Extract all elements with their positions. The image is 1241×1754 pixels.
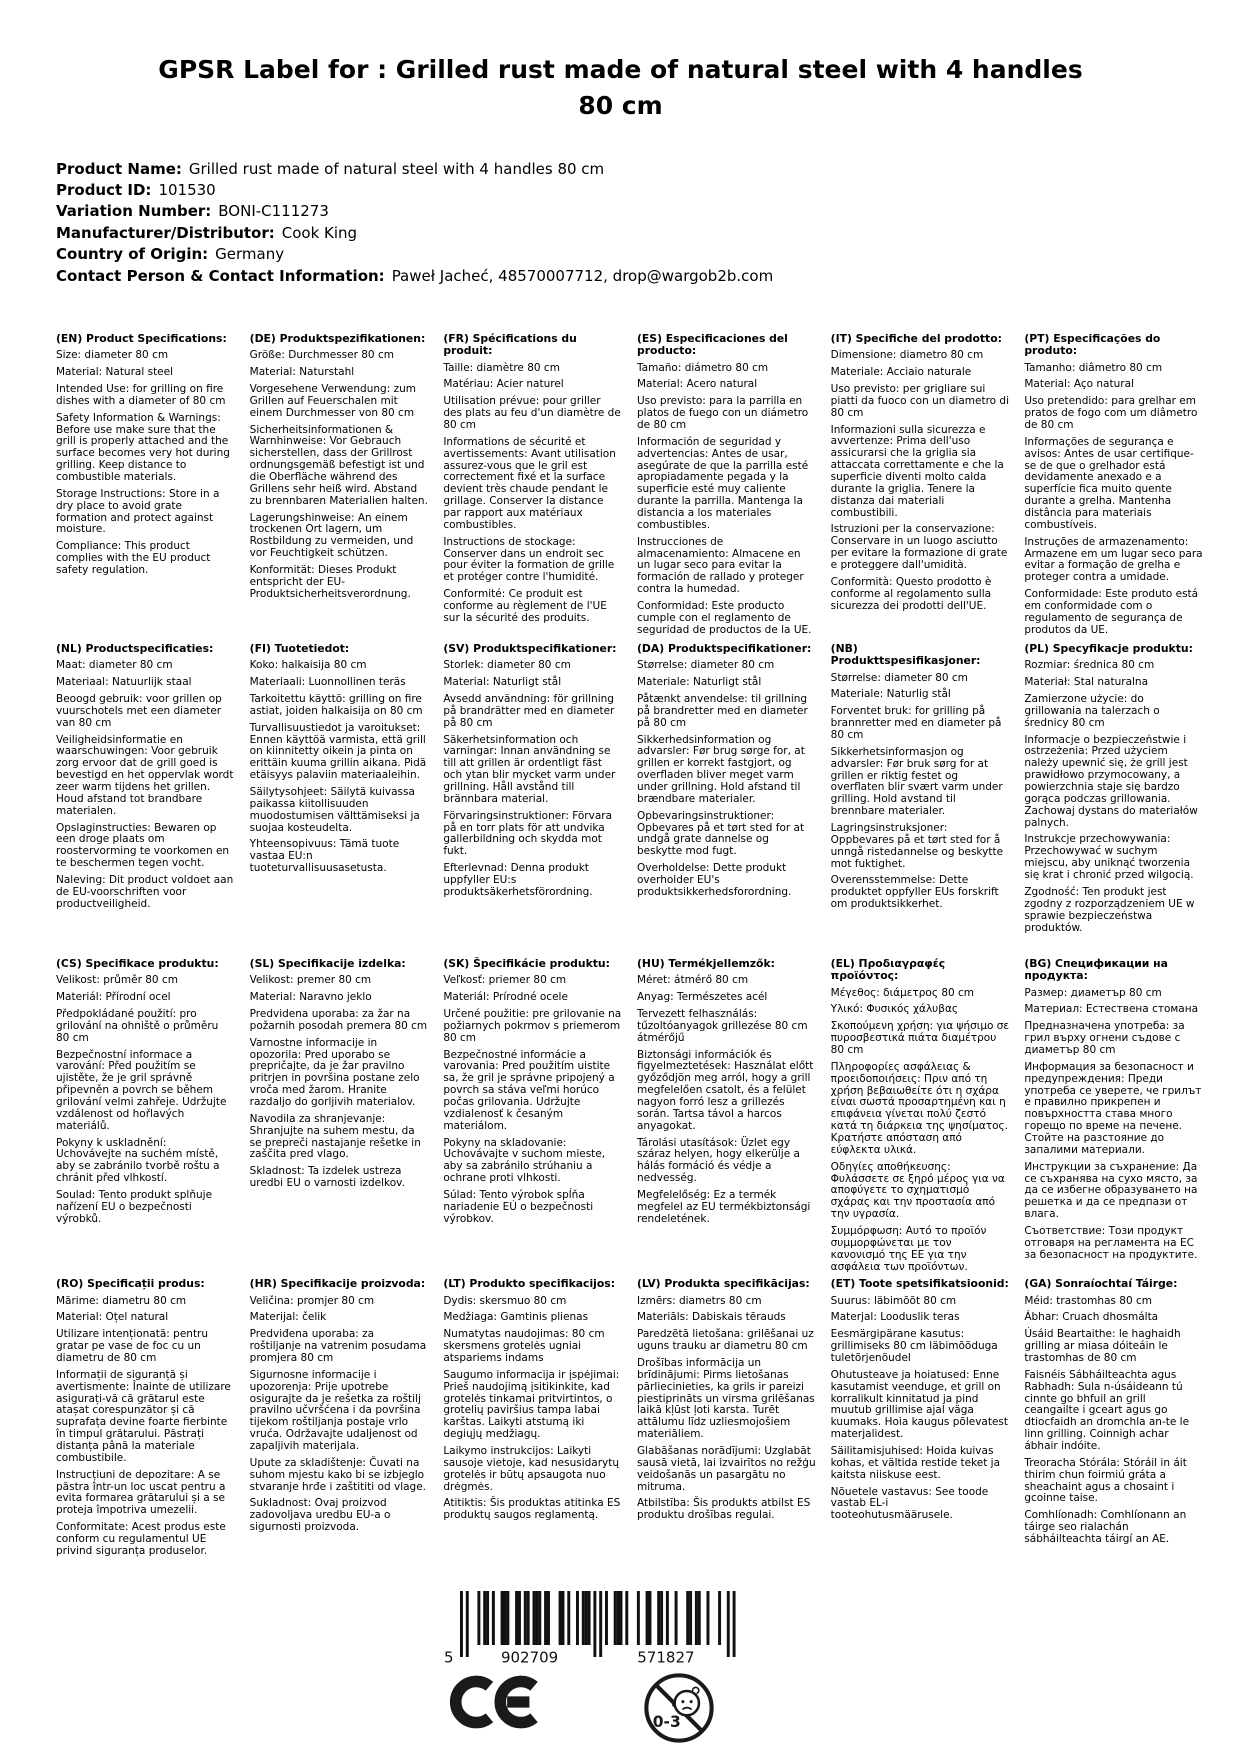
spec-heading: (GA) Sonraíochtaí Táirge: [1024,1277,1178,1291]
spec-heading: (ET) Toote spetsifikatsioonid: [830,1277,1009,1291]
spec-paragraph: Σκοπούμενη χρήση: για ψήσιμο σε πυροσβεστικά πιάτα διαμέτρου 80 cm [830,1020,1010,1056]
spec-paragraph: Saugumo informacija ir įspėjimai: Prieš naudojimą įsitikinkite, kad grotelės tinkamai pritvirtintos, o grotelių paviršius tampa labai karštas. Laikyti atstumą iki degiųjų medžiagų. [443,1368,620,1441]
spec-paragraph: Sikkerhedsinformation og advarsler: Før brug sørge for, at grillen er korrekt fastgjort, og overfladen bliver meget varm under grillning. Hold afstand til brændbare materialer. [637,733,805,805]
spec-paragraph: Laikymo instrukcijos: Laikyti sausoje vietoje, kad nesusidarytų grotelės ir būtų apsaugota nuo drėgmės. [443,1445,620,1493]
spec-paragraph: Faisnéis Sábháilteachta agus Rabhadh: Sula n-úsáideann tú cinnte go bhfuil an grill ceangailte i gceart agus go dtiocfaidh an dromchla an-te le linn grilling. Coinnigh achar ábhair indóite. [1024,1368,1190,1453]
spec-paragraph: Velikost: premer 80 cm [249,974,372,987]
spec-heading: (LT) Produkto specifikacijos: [443,1277,616,1291]
spec-cell-en [56,333,235,582]
spec-paragraph: Avsedd användning: för grillning på brandrätter med en diameter på 80 cm [443,693,615,729]
spec-heading: (HR) Specifikacije proizvoda: [249,1277,426,1291]
spec-paragraph: Μέγεθος: διάμετρος 80 cm [830,986,975,999]
compliance-marks [442,1665,742,1745]
spec-paragraph: Инструкции за съхранение: Да се съхранява на сухо място, за да се избегне образуването на решетка и да се предпази от влага. [1024,1160,1198,1221]
spec-paragraph: Lagringsinstruksjoner: Oppbevares på et tørt sted for å unngå ristedannelse og beskytte mot fuktighet. [830,821,1004,870]
spec-paragraph: Pokyny na skladovanie: Uchovávajte v suchom mieste, aby sa zabránilo strúhaniu a ochrane proti vlhkosti. [443,1136,606,1185]
spec-paragraph: Storage Instructions: Store in a dry place to avoid grate formation and protect against moisture. [56,487,220,536]
spec-paragraph: Ábhar: Cruach dhosmálta [1024,1311,1159,1324]
spec-paragraph: Forventet bruk: for grilling på brannretter med en diameter på 80 cm [830,705,1002,741]
spec-paragraph: Informacje o bezpieczeństwie i ostrzeżenia: Przed użyciem należy upewnić się, że grill jest prawidłowo przymocowany, a powierzchnia staje się bardzo gorąca podczas grillowania. Zachowaj dystans do materiałów palnych. [1024,733,1198,829]
barcode-digits-left: 902709 [500,1648,559,1665]
spec-heading: (HU) Termékjellemzők: [637,957,775,971]
spec-paragraph: Glabāšanas norādījumi: Uzglabāt sausā vietā, lai izvairītos no režģu veidošanās un pasargātu no mitruma. [637,1445,816,1493]
spec-paragraph: Tamaño: diámetro 80 cm [637,361,769,374]
spec-paragraph: Naleving: Dit product voldoet aan de EU-voorschriften voor productveiligheid. [56,874,234,910]
barcode-digits-right: 571827 [637,1648,695,1665]
spec-paragraph: Megfelelőség: Ez a termék megfelel az EU termékbiztonsági rendeletének. [637,1189,811,1225]
spec-paragraph: Instrucțiuni de depozitare: A se păstra într-un loc uscat pentru a evita formarea grătarului și a se proteja împotriva umezelii. [56,1468,226,1517]
info-value: BONI-C111273 [218,202,329,221]
spec-paragraph: Förvaringsinstruktioner: Förvara på en torr plats för att undvika gallerbildning och skydda mot fukt. [443,809,613,858]
spec-cell-fi [250,643,429,880]
spec-paragraph: Uso pretendido: para grelhar em pratos de fogo com um diâmetro de 80 cm [1024,395,1198,431]
spec-paragraph: Veľkosť: priemer 80 cm [443,974,567,987]
spec-paragraph: Instrukcje przechowywania: Przechowywać w suchym miejscu, aby uniknąć tworzenia się krat i chronić przed wilgocią. [1024,833,1194,882]
spec-paragraph: Размер: диаметър 80 cm [1024,986,1162,999]
spec-paragraph: Compliance: This product complies with the EU product safety regulation. [56,540,211,577]
spec-paragraph: Skladnost: Ta izdelek ustreza uredbi EU o varnosti izdelkov. [249,1165,405,1190]
spec-paragraph: Předpokládané použití: pro grilování na ohniště o průměru 80 cm [56,1008,219,1044]
spec-paragraph: Vorgesehene Verwendung: zum Grillen auf Feuerschalen mit einem Durchmesser von 80 cm [249,383,416,419]
spec-paragraph: Материал: Естествена стомана [1024,1003,1199,1016]
spec-paragraph: Materiale: Acciaio naturale [830,366,972,379]
spec-paragraph: Sigurnosne informacije i upozorenja: Prije upotrebe osigurajte da je rešetka za roštilj pravilno učvršćena i da površina tijekom roštiljanja postaje vrlo vruća. Održavajte udaljenost od zapaljivih materijala. [249,1368,421,1453]
spec-paragraph: Sukladnost: Ovaj proizvod zadovoljava uredbu EU-a o sigurnosti proizvoda. [249,1497,391,1534]
product-info [56,159,1241,288]
spec-paragraph: Информация за безопасност и предупреждения: Преди употреба се уверете, че грилът е правилно прикрепен и повърхността става много горещо по време на печене. Стойте на разстояние до запалими материали. [1024,1060,1202,1156]
spec-paragraph: Instructions de stockage: Conserver dans un endroit sec pour éviter la formation de grille et protéger contre l'humidité. [443,535,615,584]
spec-paragraph: Materiāls: Dabiskais tērauds [637,1311,786,1324]
spec-paragraph: Koko: halkaisija 80 cm [249,659,367,672]
spec-paragraph: Veiligheidsinformatie en waarschuwingen: Voor gebruik zorg ervoor dat de grill goed is bevestigd en het oppervlak wordt zeer warm tijdens het grillen. Houd afstand tot brandbare materialen. [56,733,234,817]
spec-cell-ga [1024,1278,1203,1551]
ean13-barcode [442,1589,742,1665]
spec-paragraph: Informazioni sulla sicurezza e avvertenze: Prima dell'uso assicurarsi che la griglia sia attaccata correttamente e che la superficie diventi molto calda durante la griglia. Tenere la distanza dai materiali combustibili. [830,423,1004,519]
spec-heading: (RO) Specificații produs: [56,1277,205,1291]
spec-paragraph: Materiale: Naturlig stål [830,688,951,701]
spec-paragraph: Konformität: Dieses Produkt entspricht der EU-Produktsicherheitsverordnung. [249,564,411,600]
spec-paragraph: Veličina: promjer 80 cm [249,1294,375,1307]
spec-paragraph: Material: Oțel natural [56,1311,169,1324]
spec-paragraph: Materiaal: Natuurlijk staal [56,676,192,689]
spec-paragraph: Velikost: průměr 80 cm [56,974,178,987]
spec-paragraph: Dydis: skersmuo 80 cm [443,1294,567,1307]
spec-paragraph: Ohutusteave ja hoiatused: Enne kasutamist veenduge, et grill on korralikult kinnitatud ja pind muutub grillimise ajal väga kuumaks. Hoia kaugus põlevatest materjalidest. [830,1368,1009,1441]
spec-cell-hr [250,1278,429,1539]
info-label: Country of Origin: [56,245,209,264]
spec-paragraph: Conformidad: Este producto cumple con el reglamento de seguridad de productos de la UE. [637,599,812,636]
spec-paragraph: Utilisation prévue: pour griller des plats au feu d'un diamètre de 80 cm [443,395,621,431]
spec-paragraph: Navodila za shranjevanje: Shranjujte na suhem mestu, da se prepreči nastajanje rešetke in zaščita pred vlago. [249,1112,421,1161]
spec-row-3 [56,958,1203,1278]
spec-cell-nb [831,643,1010,916]
spec-paragraph: Eesmärgipärane kasutus: grillimiseks 80 cm läbimõõduga tuletõrjenõudel [830,1328,998,1365]
spec-heading: (DE) Produktspezifikationen: [249,332,426,346]
spec-paragraph: Säkerhetsinformation och varningar: Innan användning se till att grillen är ordentligt fäst och ytan blir mycket varm under grillning. Håll avstånd till brännbara material. [443,733,616,805]
spec-heading: (NL) Productspecificaties: [56,642,214,656]
spec-cell-de [250,333,429,606]
spec-cell-sl [250,958,429,1195]
spec-cell-es [637,333,816,641]
spec-paragraph: Conformidade: Este produto está em conformidade com o regulamento de segurança de produtos da UE. [1024,588,1199,636]
spec-paragraph: Tervezett felhasználás: tűzoltóanyagok grillezése 80 cm átmérőjű [637,1008,808,1044]
info-label: Contact Person & Contact Information: [56,266,385,285]
spec-paragraph: Utilizare intenționată: pentru gratar pe vase de foc cu un diametru de 80 cm [56,1328,209,1365]
spec-paragraph: Size: diameter 80 cm [56,349,169,362]
info-row [56,223,1241,244]
spec-cell-ro [56,1278,235,1562]
spec-grid [56,333,1203,1563]
info-value: Germany [215,245,285,264]
age-warning-icon [642,1671,716,1745]
spec-paragraph: Súlad: Tento výrobok spĺňa nariadenie EÚ o bezpečnosti výrobkov. [443,1189,594,1225]
spec-paragraph: Información de seguridad y advertencias: Antes de usar, asegúrate de que la parrilla esté apropiadamente pegada y la superficie esté muy caliente durante la parrilla. Mantenga la distancia a los materiales combustibles. [637,435,809,531]
info-value: 101530 [158,180,216,199]
spec-paragraph: Matériau: Acier naturel [443,378,564,391]
spec-paragraph: Varnostne informacije in opozorila: Pred uporabo se prepričajte, da je žar pravilno pritrjen in površina postane zelo vroča med žarom. Hranite razdaljo do gorljivih materialov. [249,1036,420,1109]
spec-paragraph: Overensstemmelse: Dette produktet oppfyller EUs forskrift om produktsikkerhet. [830,874,999,911]
spec-paragraph: Uso previsto: per grigliare sui piatti da fuoco con un diametro di 80 cm [830,383,1009,419]
spec-paragraph: Sicherheitsinformationen & Warnhinweise: Vor Gebrauch sicherstellen, dass der Grillrost ordnungsgemäß befestigt ist und die Oberfläche während des Grillens sehr heiß wird. Abstand zu brennbaren Materialien halten. [249,423,428,507]
spec-paragraph: Atitiktis: Šis produktas atitinka ES produktų saugos reglamentą. [443,1497,621,1522]
spec-cell-fr [443,333,622,630]
spec-heading: (SK) Špecifikácie produktu: [443,957,610,971]
spec-paragraph: Säilytysohjeet: Säilytä kuivassa paikassa kiitollisuuden muodostumisen välttämiseksi ja suojaa kosteudelta. [249,786,420,834]
spec-paragraph: Størrelse: diameter 80 cm [830,671,968,684]
info-row [56,159,1241,180]
info-label: Manufacturer/Distributor: [56,223,275,242]
spec-paragraph: Materiál: Přírodní ocel [56,991,171,1004]
spec-heading: (CS) Specifikace produktu: [56,957,219,971]
spec-heading: (ES) Especificaciones del producto: [637,332,788,358]
spec-paragraph: Storlek: diameter 80 cm [443,659,571,672]
spec-paragraph: Съответствие: Този продукт отговаря на регламента на ЕС за безопасност на продуктите. [1024,1224,1198,1261]
spec-cell-bg [1024,958,1203,1266]
spec-row-2 [56,643,1203,958]
spec-paragraph: Maat: diameter 80 cm [56,659,173,672]
spec-paragraph: Предназначена употреба: за грил върху огнени съдове с диаметър 80 cm [1024,1020,1185,1056]
spec-heading: (SL) Specifikacije izdelka: [249,957,406,971]
spec-paragraph: Materjal: Looduslik teras [830,1311,960,1324]
spec-paragraph: Úsáid Beartaithe: le haghaidh grilling ar miasa dóiteáin le trastomhas de 80 cm [1024,1328,1181,1365]
info-row [56,180,1241,201]
spec-paragraph: Tarkoitettu käyttö: grilling on fire astiat, joiden halkaisija on 80 cm [249,693,423,717]
spec-paragraph: Tamanho: diâmetro 80 cm [1024,361,1163,374]
spec-paragraph: Izmērs: diametrs 80 cm [637,1294,762,1307]
spec-paragraph: Størrelse: diameter 80 cm [637,659,775,672]
spec-paragraph: Materiale: Naturligt stål [637,676,762,689]
spec-paragraph: Säilitamisjuhised: Hoida kuivas kohas, et vältida restide teket ja kaitsta niiskuse eest. [830,1445,1001,1481]
info-row [56,244,1241,265]
spec-heading: (EN) Product Specifications: [56,332,227,346]
spec-paragraph: Suurus: läbimõõt 80 cm [830,1294,957,1307]
spec-paragraph: Méid: trastomhas 80 cm [1024,1294,1153,1307]
spec-paragraph: Bezpečnostní informace a varování: Před použitím se ujistěte, že je gril správně připevněn a povrch se během grilování velmi zahřeje. Udržujte vzdálenost od hořlavých materiálů. [56,1048,227,1132]
spec-heading: (NB) Produkttspesifikasjoner: [830,642,981,668]
spec-cell-cs [56,958,235,1231]
spec-paragraph: Predvidena uporaba: za žar na požarnih posodah premera 80 cm [249,1008,428,1032]
spec-paragraph: Zamierzone użycie: do grillowania na talerzach o średnicy 80 cm [1024,693,1160,729]
spec-paragraph: Οδηγίες αποθήκευσης: Φυλάσσετε σε ξηρό μέρος για να αποφύγετε το σχηματισμό σχάρας και την προστασία από την υγρασία. [830,1160,1005,1221]
spec-paragraph: Soulad: Tento produkt splňuje nařízení EU o bezpečnosti výrobků. [56,1189,213,1225]
spec-paragraph: Tárolási utasítások: Üzlet egy száraz helyen, hogy elkerülje a hálás formáció és védje a nedvesség. [637,1136,800,1185]
spec-paragraph: Predviđena uporaba: za roštiljanje na vatrenim posudama promjera 80 cm [249,1328,427,1365]
spec-paragraph: Conformitate: Acest produs este conform cu regulamentul UE privind siguranța produselor. [56,1521,226,1557]
info-row [56,266,1241,287]
spec-paragraph: Συμμόρφωση: Αυτό το προϊόν συμμορφώνεται με τον κανονισμό της ΕΕ για την ασφάλεια των προϊόντων. [830,1224,987,1273]
spec-paragraph: Conformité: Ce produit est conforme au règlement de l'UE sur la sécurité des produits. [443,588,607,624]
info-label: Product ID: [56,180,152,199]
spec-paragraph: Safety Information & Warnings: Before use make sure that the grill is properly attached and the surface becomes very hot during grilling. Keep distance to combustible materials. [56,411,230,484]
spec-paragraph: Anyag: Természetes acél [637,991,768,1004]
spec-paragraph: Upute za skladištenje: Čuvati na suhom mjestu kako bi se izbjeglo stvaranje hrđe i zaštititi od vlage. [249,1456,427,1493]
spec-paragraph: Efterlevnad: Denna produkt uppfyller EU:s produktsäkerhetsförordning. [443,862,593,898]
ce-mark-icon [448,1671,544,1733]
barcode-bars [442,1589,738,1665]
spec-paragraph: Material: Naturligt stål [443,676,562,689]
spec-paragraph: Beoogd gebruik: voor grillen op vuurschotels met een diameter van 80 cm [56,693,222,729]
spec-heading: (EL) Προδιαγραφές προϊόντος: [830,957,946,983]
spec-paragraph: Intended Use: for grilling on fire dishes with a diameter of 80 cm [56,383,226,407]
age-warning-label: 0-3 [652,1712,681,1731]
spec-paragraph: Yhteensopivuus: Tämä tuote vastaa EU:n tuoteturvallisuusasetusta. [249,838,400,875]
spec-paragraph: Méret: átmérő 80 cm [637,974,749,987]
spec-paragraph: Lagerungshinweise: An einem trockenen Ort lagern, um Rostbildung zu vermeiden, und vor Feuchtigkeit schützen. [249,511,414,560]
spec-heading: (BG) Спецификации на продукта: [1024,957,1168,983]
spec-paragraph: Medžiaga: Gamtinis plienas [443,1311,589,1324]
spec-paragraph: Nõuetele vastavus: See toode vastab EL-i tooteohutusmäärusele. [830,1485,989,1522]
spec-paragraph: Größe: Durchmesser 80 cm [249,349,394,362]
spec-heading: (SV) Produktspecifikationer: [443,642,617,656]
spec-paragraph: Material: Natural steel [56,366,174,379]
spec-paragraph: Materijal: čelik [249,1311,327,1324]
spec-cell-lt [443,1278,622,1527]
info-row [56,201,1241,222]
spec-paragraph: Informații de siguranță și avertismente: Înainte de utilizare asigurați-vă că grătarul este atașat corespunzător și că suprafața devine foarte fierbinte în timpul grătarului. Păstrați distanța până la materiale combustibile. [56,1368,231,1464]
spec-row-4 [56,1278,1203,1562]
spec-paragraph: Materiál: Prírodné ocele [443,991,568,1004]
spec-cell-hu [637,958,816,1231]
spec-paragraph: Zgodność: Ten produkt jest zgodny z rozporządzeniem UE w sprawie bezpieczeństwa produktów. [1024,885,1195,934]
info-value: Cook King [281,223,358,242]
spec-heading: (DA) Produktspecifikationer: [637,642,812,656]
spec-paragraph: Instrucciones de almacenamiento: Almacene en un lugar seco para evitar la formación de rallado y proteger contra la humedad. [637,535,804,596]
spec-paragraph: Istruzioni per la conservazione: Conservare in un luogo asciutto per evitare la formazione di grate e proteggere dall'umidità. [830,523,1008,572]
spec-cell-sv [443,643,622,904]
info-label: Product Name: [56,159,182,178]
spec-row-1 [56,333,1203,643]
spec-paragraph: Conformità: Questo prodotto è conforme al regolamento sulla sicurezza dei prodotti dell'UE. [830,575,992,612]
spec-cell-lv [637,1278,816,1527]
spec-heading: (PL) Specyfikacje produktu: [1024,642,1193,656]
spec-cell-it [831,333,1010,617]
spec-heading: (FI) Tuotetiedot: [249,642,350,656]
spec-paragraph: Instruções de armazenamento: Armazene em um lugar seco para evitar a formação de grelha e proteger contra a umidade. [1024,535,1203,584]
spec-cell-pl [1024,643,1203,939]
spec-paragraph: Material: Acero natural [637,378,758,391]
spec-paragraph: Informations de sécurité et avertissements: Avant utilisation assurez-vous que le gril est correctement fixé et la surface devient très chaude pendant le grillage. Conserver la distance par rapport aux matériaux combustibles. [443,435,616,531]
spec-paragraph: Rozmiar: średnica 80 cm [1024,659,1155,672]
spec-cell-nl [56,643,235,916]
spec-cell-et [831,1278,1010,1527]
spec-paragraph: Atbilstība: Šis produkts atbilst ES produktu drošības regulai. [637,1497,811,1522]
spec-heading: (PT) Especificações do produto: [1024,332,1161,358]
spec-heading: (IT) Specifiche del prodotto: [830,332,1002,346]
spec-paragraph: Taille: diamètre 80 cm [443,361,560,374]
spec-paragraph: Numatytas naudojimas: 80 cm skersmens grotelės ugniai atspariems indams [443,1328,605,1365]
spec-paragraph: Bezpečnostné informácie a varovania: Pred použitím uistite sa, že gril je správne pripojený a povrch sa stáva veľmi horúco počas grilovania. Udržujte vzdialenosť k česaným materiálom. [443,1048,615,1132]
spec-paragraph: Påtænkt anvendelse: til grillning på brandretter med en diameter på 80 cm [637,693,808,729]
spec-paragraph: Pokyny k uskladnění: Uchovávejte na suchém místě, aby se zabránilo tvorbě roštu a chránit před vlhkostí. [56,1136,220,1185]
spec-paragraph: Určené použitie: pre grilovanie na požiarnych pokrmov s priemerom 80 cm [443,1008,622,1044]
spec-paragraph: Dimensione: diametro 80 cm [830,349,984,362]
spec-paragraph: Mărime: diametru 80 cm [56,1294,187,1307]
spec-paragraph: Informações de segurança e avisos: Antes de usar certifique-se de que o grelhador está devidamente anexado e a superfície fica muito quente durante a grelha. Mantenha distância para materiais combustíveis. [1024,435,1194,531]
spec-paragraph: Comhlíonadh: Comhlíonann an táirge seo rialachán sábháilteachta táirgí an AE. [1024,1509,1187,1546]
spec-paragraph: Overholdelse: Dette produkt overholder EU's produktsikkerhedsforordning. [637,862,792,898]
spec-paragraph: Material: Naravno jeklo [249,991,372,1004]
spec-paragraph: Υλικό: Φυσικός χάλυβας [830,1003,959,1016]
spec-paragraph: Sikkerhetsinformasjon og advarsler: Før bruk sørg for at grillen er riktig festet og overflaten blir svært varm under grilling. Hold avstand til brennbare materialer. [830,745,1003,818]
spec-paragraph: Opbevaringsinstruktioner: Opbevares på et tørt sted for at undgå grate dannelse og beskytte mod fugt. [637,809,805,858]
barcode-digit-first: 5 [444,1648,454,1665]
info-value: Paweł Jacheć, 48570007712, drop@wargob2b.com [391,266,774,285]
spec-cell-sk [443,958,622,1231]
label-footer [442,1589,742,1745]
spec-paragraph: Biztonsági információk és figyelmeztetések: Használat előtt győződjön meg arról, hogy a grill megfelelően csatolt, és a felület nagyon forró lesz a grillezés során. Tartsa távol a harcos anyagokat. [637,1048,814,1132]
spec-paragraph: Materiał: Stal naturalna [1024,676,1149,689]
spec-paragraph: Treoracha Stórála: Stóráil in áit thirim chun foirmiú gráta a sheachaint agus a chosaint i gcoinne taise. [1024,1456,1187,1505]
spec-cell-pt [1024,333,1203,641]
spec-heading: (FR) Spécifications du produit: [443,332,577,358]
spec-paragraph: Turvallisuustiedot ja varoitukset: Ennen käyttöä varmista, että grill on kiinnitetty oikein ja pinta on erittäin kuuma grillin aikana. Pidä etäisyys palaviin materiaaleihin. [249,721,427,782]
page-title: GPSR Label for : Grilled rust made of natural steel with 4 handles 80 cm [158,55,1083,121]
spec-paragraph: Opslaginstructies: Bewaren op een droge plaats om roostervorming te voorkomen en te beschermen tegen vocht. [56,821,230,870]
spec-paragraph: Uso previsto: para la parrilla en platos de fuego con un diámetro de 80 cm [637,395,809,431]
spec-heading: (LV) Produkta specifikācijas: [637,1277,810,1291]
info-label: Variation Number: [56,202,212,221]
spec-paragraph: Material: Aço natural [1024,378,1134,391]
spec-paragraph: Paredzētā lietošana: grilēšanai uz uguns trauku ar diametru 80 cm [637,1328,814,1353]
info-value: Grilled rust made of natural steel with 4 handles 80 cm [188,159,605,178]
spec-cell-el [831,958,1010,1278]
spec-paragraph: Material: Naturstahl [249,366,355,379]
spec-paragraph: Materiaali: Luonnollinen teräs [249,676,406,689]
spec-paragraph: Drošības informācija un brīdinājumi: Pirms lietošanas pārliecinieties, ka grils ir pareizi piestiprināts un virsma grilēšanas laikā kļūst ļoti karsta. Turēt attālumu līdz uzliesmojošiem materiāliem. [637,1357,815,1441]
spec-paragraph: Πληροφορίες ασφάλειας & προειδοποιήσεις: Πριν από τη χρήση βεβαιωθείτε ότι η σχάρα είναι σωστά προσαρτημένη και η επιφάνεια γίνεται πολύ ζεστό κατά τη διάρκεια της ψησίματος. Κρατήστε απόσταση από εύφλεκτα υλικά. [830,1060,1009,1156]
spec-cell-da [637,643,816,904]
